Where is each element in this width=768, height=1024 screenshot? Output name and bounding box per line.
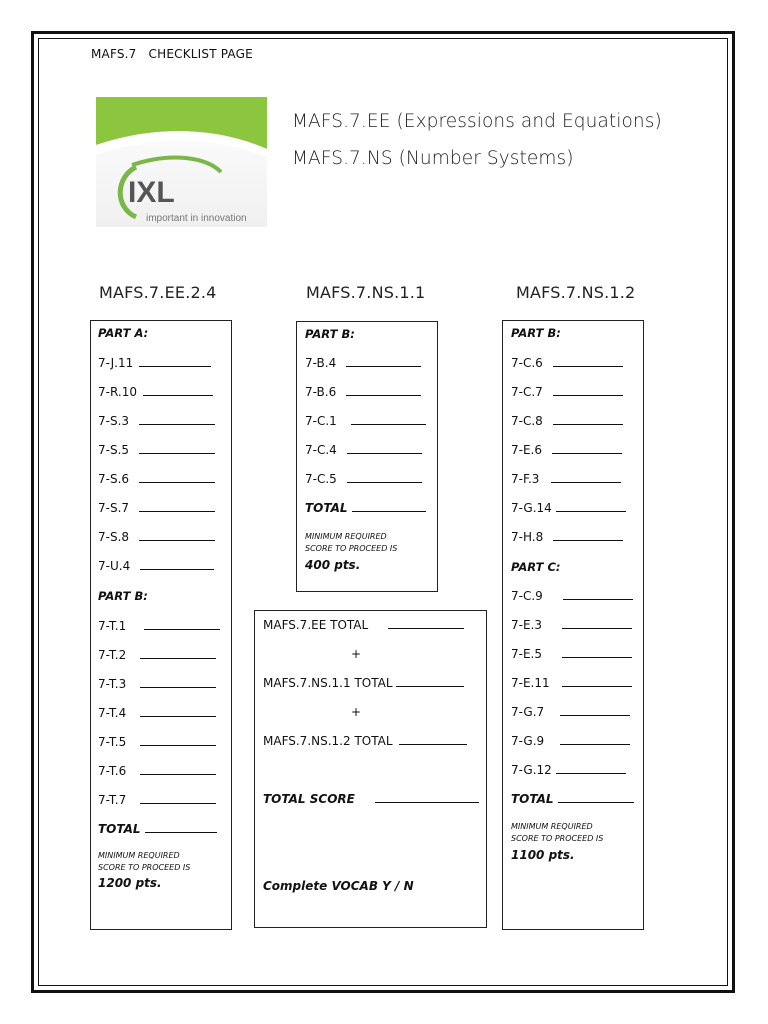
col3-min-line2: SCORE TO PROCEED IS [511, 834, 604, 843]
col3-item [511, 530, 623, 544]
col1-item [98, 501, 215, 515]
col1-min-line2: SCORE TO PROCEED IS [98, 863, 191, 872]
col3-item [511, 356, 623, 370]
col1-item [98, 443, 215, 457]
col2-part-b-label: PART B: [305, 327, 355, 341]
answer-line [551, 481, 621, 483]
col3-item [511, 385, 623, 399]
col3-part-c-label: PART C: [511, 560, 561, 574]
answer-line [139, 452, 215, 454]
col3-item [511, 589, 633, 603]
col2-item [305, 443, 422, 457]
col1-title: MAFS.7.EE.2.4 [99, 283, 217, 302]
col1-item [98, 677, 216, 691]
col3-min-line1: MINIMUM REQUIRED [511, 822, 593, 831]
col3-item [511, 734, 630, 748]
answer-line [558, 801, 634, 803]
answer-line [560, 743, 630, 745]
col3-item [511, 472, 621, 486]
col3-total-label: TOTAL [511, 792, 554, 806]
answer-line [388, 627, 464, 629]
answer-line [346, 394, 421, 396]
col2-title: MAFS.7.NS.1.1 [306, 283, 426, 302]
col2-item-code: 7-C.4 [305, 443, 337, 457]
col2-min-line1: MINIMUM REQUIRED [305, 532, 387, 541]
answer-line [139, 481, 215, 483]
answer-line [556, 510, 626, 512]
col1-item [98, 735, 216, 749]
col3-item [511, 443, 622, 457]
col2-item-code: 7-B.6 [305, 385, 337, 399]
col3-item-code: 7-C.9 [511, 589, 543, 603]
header-title: CHECKLIST PAGE [148, 47, 253, 61]
col2-min-line2: SCORE TO PROCEED IS [305, 544, 398, 553]
col3-item-code: 7-G.7 [511, 705, 545, 719]
col1-item [98, 356, 211, 370]
answer-line [139, 539, 215, 541]
answer-line [346, 365, 421, 367]
summary-ee-total-label: MAFS.7.EE TOTAL [263, 618, 369, 632]
answer-line [352, 510, 426, 512]
col1-part-a-label: PART A: [98, 326, 149, 340]
col1-item-code: 7-T.2 [98, 648, 127, 662]
answer-line [347, 452, 422, 454]
summary-ns12-total [263, 734, 467, 748]
col3-item-code: 7-H.8 [511, 530, 544, 544]
plus-sign: + [351, 647, 362, 661]
col2-total [305, 501, 426, 515]
col1-item [98, 793, 216, 807]
summary-total-score [263, 792, 479, 806]
col3-item [511, 705, 630, 719]
answer-line [139, 365, 211, 367]
col1-part-b-label: PART B: [98, 589, 148, 603]
col1-item [98, 764, 216, 778]
col2-item [305, 356, 421, 370]
col3-item [511, 618, 632, 632]
answer-line [140, 568, 214, 570]
col2-item-code: 7-B.4 [305, 356, 337, 370]
col3-item-code: 7-C.6 [511, 356, 543, 370]
col1-item [98, 530, 215, 544]
col3-item-code: 7-E.3 [511, 618, 542, 632]
col3-item-code: 7-F.3 [511, 472, 540, 486]
complete-vocab: Complete VOCAB Y / N [263, 879, 414, 893]
col1-item-code: 7-T.3 [98, 677, 127, 691]
plus-sign: + [351, 705, 362, 719]
answer-line [553, 394, 623, 396]
logo-tagline: important in innovation [146, 213, 247, 224]
answer-line [396, 685, 464, 687]
answer-line [563, 598, 633, 600]
col1-item-code: 7-R.10 [98, 385, 137, 399]
col1-min-line1: MINIMUM REQUIRED [98, 851, 180, 860]
col2-item [305, 385, 421, 399]
col3-part-b-label: PART B: [511, 326, 561, 340]
col3-item [511, 647, 632, 661]
col2-total-label: TOTAL [305, 501, 348, 515]
col1-item [98, 619, 220, 633]
answer-line [139, 423, 215, 425]
col1-item [98, 648, 216, 662]
header-course: MAFS.7 [91, 47, 137, 61]
col1-item-code: 7-T.5 [98, 735, 127, 749]
col1-item [98, 472, 215, 486]
col2-item-code: 7-C.5 [305, 472, 337, 486]
col1-item [98, 706, 216, 720]
summary-ns12-total-label: MAFS.7.NS.1.2 TOTAL [263, 734, 393, 748]
answer-line [143, 394, 213, 396]
col1-item-code: 7-S.7 [98, 501, 130, 515]
answer-line [552, 452, 622, 454]
col3-item [511, 501, 626, 515]
col2-item [305, 472, 422, 486]
col1-item-code: 7-T.4 [98, 706, 127, 720]
col1-item-code: 7-T.1 [98, 619, 127, 633]
answer-line [347, 481, 422, 483]
col1-item-code: 7-U.4 [98, 559, 131, 573]
col1-item-code: 7-S.6 [98, 472, 130, 486]
answer-line [144, 628, 220, 630]
col3-item-code: 7-E.6 [511, 443, 542, 457]
answer-line [140, 657, 216, 659]
col1-item [98, 559, 214, 573]
col3-title: MAFS.7.NS.1.2 [516, 283, 636, 302]
col1-item-code: 7-S.8 [98, 530, 130, 544]
answer-line [140, 686, 216, 688]
standard-title-ee: MAFS.7.EE (Expressions and Equations) [292, 111, 662, 132]
answer-line [375, 801, 479, 803]
col3-item-code: 7-C.8 [511, 414, 543, 428]
summary-ee-total [263, 618, 464, 632]
col3-item [511, 676, 632, 690]
answer-line [399, 743, 467, 745]
total-score-label: TOTAL SCORE [263, 792, 355, 806]
col3-item-code: 7-G.9 [511, 734, 545, 748]
answer-line [139, 510, 215, 512]
logo-brand: IXL [128, 176, 175, 209]
col2-item [305, 414, 426, 428]
summary-ns11-total-label: MAFS.7.NS.1.1 TOTAL [263, 676, 393, 690]
answer-line [560, 714, 630, 716]
answer-line [140, 773, 216, 775]
col3-min-points: 1100 pts. [511, 848, 575, 862]
answer-line [140, 802, 216, 804]
summary-ns11-total [263, 676, 464, 690]
col3-item-code: 7-E.11 [511, 676, 550, 690]
col3-total [511, 792, 634, 806]
col1-min-points: 1200 pts. [98, 876, 162, 890]
standard-title-ns: MAFS.7.NS (Number Systems) [292, 148, 574, 169]
col1-item-code: 7-S.5 [98, 443, 130, 457]
answer-line [562, 685, 632, 687]
col2-item-code: 7-C.1 [305, 414, 337, 428]
ixl-logo [96, 97, 267, 227]
col1-item-code: 7-S.3 [98, 414, 130, 428]
page-header [91, 47, 265, 61]
col1-item [98, 385, 213, 399]
answer-line [562, 627, 632, 629]
col3-item-code: 7-C.7 [511, 385, 543, 399]
answer-line [556, 772, 626, 774]
col1-item-code: 7-T.7 [98, 793, 127, 807]
col1-item-code: 7-J.11 [98, 356, 134, 370]
answer-line [553, 539, 623, 541]
answer-line [140, 715, 216, 717]
col2-min-points: 400 pts. [305, 558, 361, 572]
answer-line [553, 423, 623, 425]
col1-item-code: 7-T.6 [98, 764, 127, 778]
col3-item [511, 763, 626, 777]
col3-item-code: 7-E.5 [511, 647, 542, 661]
answer-line [562, 656, 632, 658]
col1-item [98, 414, 215, 428]
answer-line [140, 744, 216, 746]
col3-item [511, 414, 623, 428]
col1-total-label: TOTAL [98, 822, 141, 836]
answer-line [553, 365, 623, 367]
col3-item-code: 7-G.12 [511, 763, 552, 777]
col1-total [98, 822, 217, 836]
answer-line [145, 831, 217, 833]
col3-item-code: 7-G.14 [511, 501, 552, 515]
answer-line [351, 423, 426, 425]
